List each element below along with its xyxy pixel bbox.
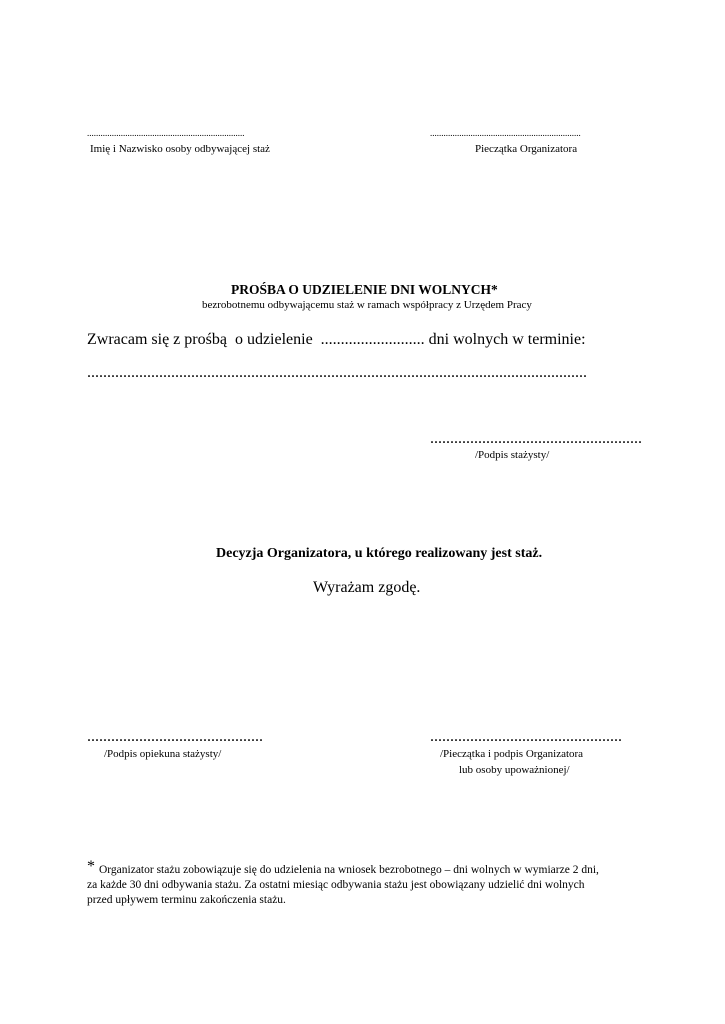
supervisor-signature-label: /Podpis opiekuna stażysty/: [104, 748, 222, 760]
footnote-star: *: [87, 858, 95, 875]
organizer-signature-label-1: /Pieczątka i podpis Organizatora: [440, 748, 584, 760]
name-field-dots: ......................................................................: [87, 128, 245, 138]
request-line-dates: .............................................................................................................................: [87, 364, 587, 381]
supervisor-signature-dots: ............................................: [87, 728, 263, 745]
name-field-label: Imię i Nazwisko osoby odbywającej staż: [90, 143, 270, 155]
stamp-field-label: Pieczątka Organizatora: [475, 143, 578, 155]
decision-text: Wyrażam zgodę.: [313, 579, 421, 596]
request-subtitle: bezrobotnemu odbywającemu staż w ramach współpracy z Urzędem Pracy: [202, 299, 532, 311]
request-title: PROŚBA O UDZIELENIE DNI WOLNYCH*: [231, 282, 498, 297]
organizer-signature-label-2: lub osoby upoważnionej/: [459, 764, 570, 776]
request-line-days: Zwracam się z prośbą o udzielenie .......................... dni wolnych w terminie:: [87, 331, 586, 348]
decision-title: Decyzja Organizatora, u którego realizowany jest staż.: [216, 546, 543, 561]
intern-signature-label: /Podpis stażysty/: [475, 449, 550, 461]
stamp-field-dots: ...................................................................: [430, 128, 581, 138]
footnote-line-3: przed upływem terminu zakończenia stażu.: [87, 894, 286, 906]
footnote-line-2: za każde 30 dni odbywania stażu. Za ostatni miesiąc odbywania stażu jest obowiązany udzielić dni wolnych: [87, 879, 585, 891]
organizer-signature-dots: ................................................: [430, 728, 622, 745]
intern-signature-dots: .....................................................: [430, 430, 642, 447]
footnote-line-1: Organizator stażu zobowiązuje się do udzielenia na wniosek bezrobotnego – dni wolnych w wymiarze 2 dni,: [99, 864, 599, 876]
